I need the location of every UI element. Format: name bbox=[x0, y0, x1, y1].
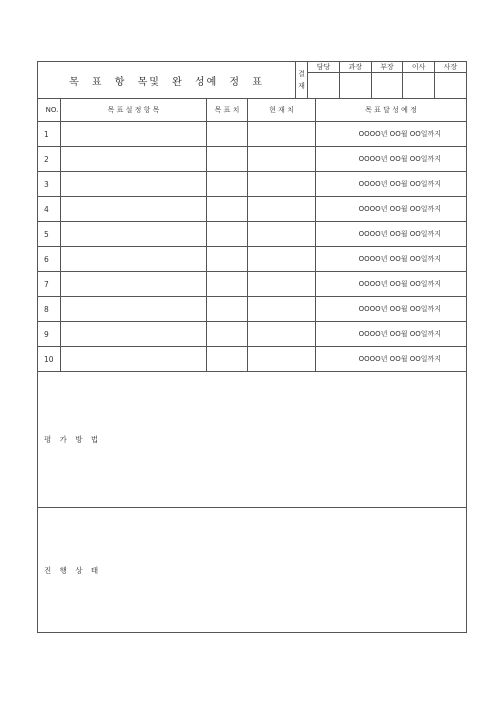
current-value-cell[interactable] bbox=[248, 347, 316, 372]
evaluation-section bbox=[38, 372, 467, 508]
signature-cell-2[interactable] bbox=[340, 73, 372, 99]
table-row bbox=[38, 147, 467, 172]
goal-item-cell[interactable] bbox=[61, 297, 207, 322]
progress-status-cell[interactable] bbox=[38, 508, 467, 633]
goal-table bbox=[37, 98, 467, 633]
signature-cell-5[interactable] bbox=[434, 73, 466, 99]
row-number: 9 bbox=[38, 322, 61, 347]
deadline-cell: OOOO년 OO월 OO일까지 bbox=[316, 197, 467, 222]
row-number: 7 bbox=[38, 272, 61, 297]
approver-label-5: 사장 bbox=[434, 62, 466, 73]
signature-cell-4[interactable] bbox=[403, 73, 435, 99]
goal-item-cell[interactable] bbox=[61, 322, 207, 347]
header-table bbox=[37, 61, 467, 99]
deadline-cell: OOOO년 OO월 OO일까지 bbox=[316, 322, 467, 347]
current-value-cell[interactable] bbox=[248, 247, 316, 272]
row-number: 5 bbox=[38, 222, 61, 247]
target-value-cell[interactable] bbox=[207, 197, 248, 222]
target-value-cell[interactable] bbox=[207, 172, 248, 197]
deadline-cell: OOOO년 OO월 OO일까지 bbox=[316, 222, 467, 247]
goal-item-cell[interactable] bbox=[61, 222, 207, 247]
signature-cell-1[interactable] bbox=[308, 73, 340, 99]
approver-label-1: 담당 bbox=[308, 62, 340, 73]
goal-item-cell[interactable] bbox=[61, 147, 207, 172]
deadline-cell: OOOO년 OO월 OO일까지 bbox=[316, 122, 467, 147]
column-header-row bbox=[38, 99, 467, 122]
approver-label-2: 과장 bbox=[340, 62, 372, 73]
target-value-cell[interactable] bbox=[207, 322, 248, 347]
table-row bbox=[38, 272, 467, 297]
target-value-cell[interactable] bbox=[207, 347, 248, 372]
current-value-cell[interactable] bbox=[248, 122, 316, 147]
deadline-cell: OOOO년 OO월 OO일까지 bbox=[316, 247, 467, 272]
current-value-cell[interactable] bbox=[248, 272, 316, 297]
goal-item-cell[interactable] bbox=[61, 272, 207, 297]
approver-label-3: 부장 bbox=[371, 62, 403, 73]
deadline-cell: OOOO년 OO월 OO일까지 bbox=[316, 172, 467, 197]
approver-label-4: 이사 bbox=[403, 62, 435, 73]
target-value-cell[interactable] bbox=[207, 147, 248, 172]
approval-label: 결 재 bbox=[296, 62, 308, 99]
goal-item-cell[interactable] bbox=[61, 247, 207, 272]
row-number: 8 bbox=[38, 297, 61, 322]
deadline-cell: OOOO년 OO월 OO일까지 bbox=[316, 147, 467, 172]
table-row bbox=[38, 247, 467, 272]
current-value-cell[interactable] bbox=[248, 197, 316, 222]
progress-status-label: 진 행 상 태 bbox=[44, 565, 102, 575]
row-number: 4 bbox=[38, 197, 61, 222]
goal-item-cell[interactable] bbox=[61, 347, 207, 372]
column-header-current: 현 재 치 bbox=[248, 99, 316, 122]
signature-cell-3[interactable] bbox=[371, 73, 403, 99]
table-row bbox=[38, 222, 467, 247]
goal-rows bbox=[38, 122, 467, 372]
current-value-cell[interactable] bbox=[248, 147, 316, 172]
form-sheet bbox=[37, 61, 466, 633]
current-value-cell[interactable] bbox=[248, 297, 316, 322]
deadline-cell: OOOO년 OO월 OO일까지 bbox=[316, 347, 467, 372]
target-value-cell[interactable] bbox=[207, 122, 248, 147]
current-value-cell[interactable] bbox=[248, 172, 316, 197]
row-number: 3 bbox=[38, 172, 61, 197]
goal-item-cell[interactable] bbox=[61, 122, 207, 147]
column-header-deadline: 목 표 달 성 예 정 bbox=[316, 99, 467, 122]
approval-box bbox=[308, 62, 467, 99]
goal-item-cell[interactable] bbox=[61, 172, 207, 197]
deadline-cell: OOOO년 OO월 OO일까지 bbox=[316, 272, 467, 297]
target-value-cell[interactable] bbox=[207, 247, 248, 272]
table-row bbox=[38, 122, 467, 147]
row-number: 6 bbox=[38, 247, 61, 272]
row-number: 2 bbox=[38, 147, 61, 172]
progress-section bbox=[38, 508, 467, 633]
column-header-target: 목 표 치 bbox=[207, 99, 248, 122]
target-value-cell[interactable] bbox=[207, 222, 248, 247]
row-number: 10 bbox=[38, 347, 61, 372]
table-row bbox=[38, 347, 467, 372]
evaluation-method-label: 평 가 방 법 bbox=[44, 435, 102, 444]
table-row bbox=[38, 197, 467, 222]
target-value-cell[interactable] bbox=[207, 272, 248, 297]
column-header-item: 목 표 설 정 항 목 bbox=[61, 99, 207, 122]
current-value-cell[interactable] bbox=[248, 222, 316, 247]
target-value-cell[interactable] bbox=[207, 297, 248, 322]
goal-item-cell[interactable] bbox=[61, 197, 207, 222]
current-value-cell[interactable] bbox=[248, 322, 316, 347]
table-row bbox=[38, 297, 467, 322]
table-row bbox=[38, 172, 467, 197]
deadline-cell: OOOO년 OO월 OO일까지 bbox=[316, 297, 467, 322]
evaluation-method-cell[interactable] bbox=[38, 372, 467, 508]
form-title: 목 표 항 목및 완 성예 정 표 bbox=[38, 62, 296, 99]
table-row bbox=[38, 322, 467, 347]
column-header-no: NO. bbox=[38, 99, 61, 122]
row-number: 1 bbox=[38, 122, 61, 147]
